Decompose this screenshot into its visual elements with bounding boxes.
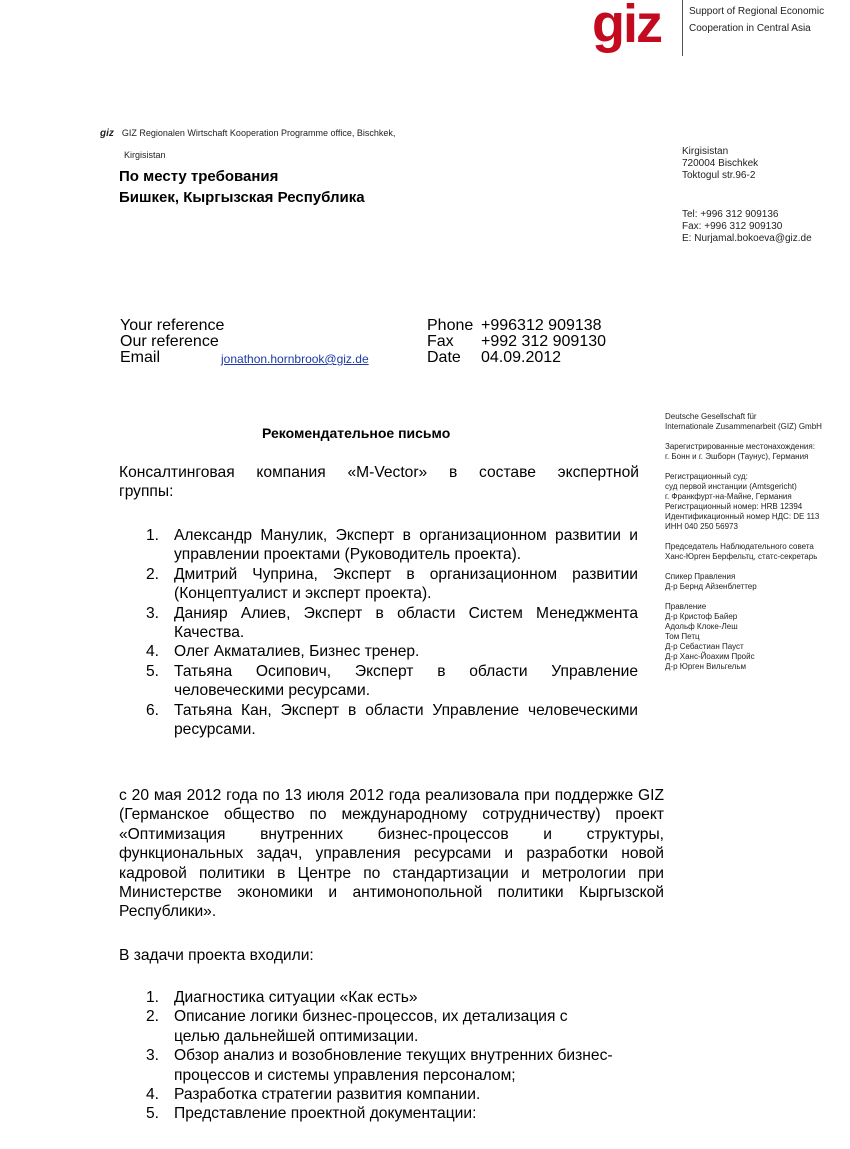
list-text: Татьяна Кан, Эксперт в области Управление человеческими ресурсами.	[174, 701, 638, 739]
your-reference-label: Your reference	[120, 317, 225, 334]
sender-line	[100, 128, 395, 139]
legal-line: г. Франкфурт-на-Майне, Германия	[665, 492, 792, 501]
list-text: Описание логики бизнес-процессов, их детализация с целью дальнейшей оптимизации.	[174, 1008, 568, 1045]
list-item	[146, 642, 638, 661]
phone-label: Phone	[427, 317, 474, 334]
recipient	[119, 166, 365, 208]
office-contacts	[682, 209, 812, 245]
office-address-line: Kirgisistan	[682, 146, 729, 157]
legal-line: Internationale Zusammenarbeit (GIZ) GmbH	[665, 422, 822, 431]
office-address-line: Toktogul str.96-2	[682, 170, 756, 181]
list-number: 5.	[146, 662, 160, 680]
list-number: 1.	[146, 989, 160, 1006]
legal-line: Правление	[665, 602, 707, 611]
giz-logo-text: giz	[592, 0, 661, 54]
fax-label: Fax	[427, 333, 454, 350]
reference-email-link[interactable]: jonathon.hornbrook@giz.de	[221, 352, 369, 366]
tasks-intro: В задачи проекта входили:	[119, 947, 314, 964]
list-item	[146, 1007, 614, 1046]
legal-line: Председатель Наблюдательного совета	[665, 542, 814, 551]
sender-country: Kirgisistan	[124, 150, 166, 160]
legal-block-speaker	[665, 572, 850, 592]
legal-line: Ханс-Юрген Берфельтц, статс-секретарь	[665, 552, 818, 561]
list-number: 1.	[146, 527, 160, 544]
legal-line: Том Петц	[665, 632, 700, 641]
legal-line: Идентификационный номер НДС: DE 113	[665, 512, 820, 521]
list-item	[146, 526, 638, 565]
legal-line: Зарегистрированные местонахождения:	[665, 442, 815, 451]
program-name	[689, 3, 824, 37]
letter-heading: Рекомендательное письмо	[262, 425, 451, 441]
list-item	[146, 701, 638, 740]
list-text: Олег Акматалиев, Бизнес тренер.	[174, 643, 420, 661]
program-line-2: Cooperation in Central Asia	[689, 23, 811, 34]
list-item	[146, 662, 638, 701]
legal-line: Deutsche Gesellschaft für	[665, 412, 757, 421]
intro-paragraph	[119, 463, 639, 502]
list-number: 3.	[146, 604, 160, 622]
recipient-line-2: Бишкек, Кыргызская Республика	[119, 189, 365, 206]
list-text: Разработка стратегии развития компании.	[174, 1086, 481, 1104]
intro-line-2: группы:	[119, 483, 174, 501]
list-number: 3.	[146, 1047, 160, 1065]
office-email: E: Nurjamal.bokoeva@giz.de	[682, 233, 812, 244]
office-address	[682, 146, 758, 182]
list-text: Обзор анализ и возобновление текущих внутренних бизнес-процессов и системы управления персоналом;	[174, 1047, 613, 1084]
date-value: 04.09.2012	[481, 349, 562, 366]
list-item	[146, 565, 638, 604]
office-fax: Fax: +996 312 909130	[682, 221, 783, 232]
legal-block-seat	[665, 442, 850, 462]
list-item	[146, 1085, 664, 1104]
list-number: 4.	[146, 1086, 160, 1104]
legal-line: Регистрационный суд:	[665, 472, 748, 481]
list-text: Представление проектной документации:	[174, 1105, 477, 1123]
office-tel: Tel: +996 312 909136	[682, 209, 779, 220]
tasks-list	[146, 988, 664, 1124]
list-item	[146, 1046, 664, 1085]
legal-line: Д-р Юрген Вильгельм	[665, 662, 747, 671]
body-paragraph: с 20 мая 2012 года по 13 июля 2012 года реализовала при поддержке GIZ (Германское общество по международному сотрудничеству) проект «Оптимизация внутренних бизнес-процессов и структуры, функциональных задач, управления ресурсами и разработки новой кадровой политики в Центре по стандартизации и метрологии при Министерстве экономики и антимонопольной политики Кыргызской Республики».	[119, 787, 664, 921]
experts-list	[146, 526, 638, 739]
legal-line: Регистрационный номер: HRB 12394	[665, 502, 803, 511]
legal-line: Д-р Себастиан Пауст	[665, 642, 744, 651]
date-label: Date	[427, 349, 461, 366]
list-number: 5.	[146, 1105, 160, 1123]
legal-line: Адольф Клоке-Леш	[665, 622, 738, 631]
phone-value: +996312 909138	[481, 317, 602, 334]
reference-block	[120, 318, 224, 366]
program-line-1: Support of Regional Economic	[689, 6, 825, 17]
list-number: 4.	[146, 643, 160, 661]
sender-mini-logo: giz	[100, 128, 114, 139]
email-label: Email	[120, 349, 161, 366]
logo-divider	[682, 0, 683, 56]
list-text: Данияр Алиев, Эксперт в области Систем Менеджмента Качества.	[174, 604, 638, 642]
legal-block-board	[665, 602, 850, 672]
legal-line: г. Бонн и г. Эшборн (Таунус), Германия	[665, 452, 809, 461]
sender-address: GIZ Regionalen Wirtschaft Kooperation Programme office, Bischkek,	[121, 128, 396, 138]
legal-line: Д-р Ханс-Йоахим Пройс	[665, 652, 755, 661]
list-text: Татьяна Осипович, Эксперт в области Управление человеческими ресурсами.	[174, 662, 638, 700]
side-note	[0, 0, 24, 160]
legal-line: Д-р Бернд Айзенблеттер	[665, 582, 757, 591]
giz-logo	[592, 0, 664, 54]
office-address-line: 720004 Bischkek	[682, 158, 759, 169]
fax-value: +992 312 909130	[481, 333, 607, 350]
legal-line: суд первой инстанции (Amtsgericht)	[665, 482, 797, 491]
legal-block-company	[665, 412, 850, 432]
legal-sidebar	[665, 412, 850, 682]
recipient-line-1: По месту требования	[119, 168, 279, 185]
list-number: 6.	[146, 701, 160, 719]
legal-line: Д-р Кристоф Байер	[665, 612, 738, 621]
list-number: 2.	[146, 1008, 160, 1026]
legal-line: ИНН 040 250 56973	[665, 522, 738, 531]
list-text: Дмитрий Чуприна, Эксперт в организационном развитии (Концептуалист и эксперт проекта).	[174, 565, 638, 603]
list-text: Диагностика ситуации «Как есть»	[174, 989, 418, 1006]
list-item	[146, 1104, 664, 1123]
legal-block-board-chair	[665, 542, 850, 562]
list-item	[146, 604, 638, 643]
reference-contacts	[427, 318, 606, 366]
our-reference-label: Our reference	[120, 333, 219, 350]
list-item	[146, 988, 664, 1007]
legal-line: Спикер Правления	[665, 572, 736, 581]
list-text: Александр Манулик, Эксперт в организационном развитии и управлении проектами (Руководитель проекта).	[174, 527, 638, 564]
list-number: 2.	[146, 565, 160, 583]
intro-line-1: Консалтинговая компания «M-Vector» в составе экспертной	[119, 464, 639, 481]
legal-block-court	[665, 472, 850, 532]
